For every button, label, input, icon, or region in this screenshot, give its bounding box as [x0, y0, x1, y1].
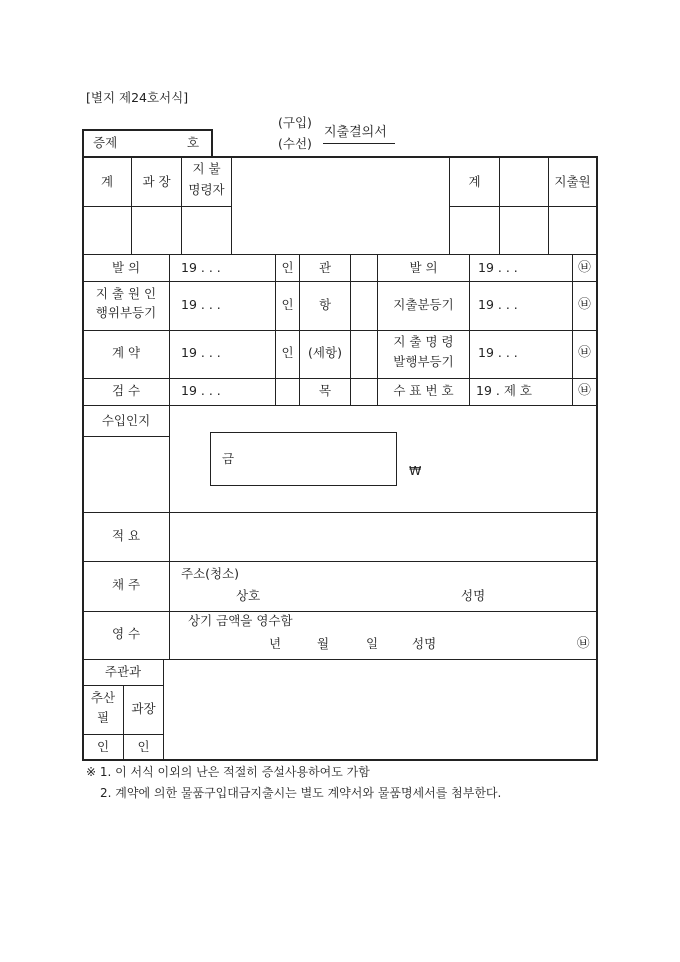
amount-box [210, 432, 397, 486]
seal-expend-cause: 인 [281, 297, 294, 312]
seal-icon: ㉥ [578, 382, 591, 397]
receipt-label: 영 수 [111, 626, 141, 641]
seal-icon: ㉥ [578, 259, 591, 274]
form-number: [별지 제24호서식] [86, 90, 189, 105]
date-contract: 19 . . . [181, 345, 221, 360]
order-register-line2: 발행부등기 [393, 354, 454, 369]
date-inspection: 19 . . . [181, 383, 221, 398]
budget-object: 목 [318, 383, 332, 398]
approval-staff: 계 [100, 174, 114, 189]
check-number-label: 수 표 번 호 [393, 383, 454, 398]
approval-chief: 과 장 [142, 174, 171, 189]
form-title: 지출결의서 [324, 125, 387, 140]
evidence-unit: 호 [187, 135, 200, 150]
amount-label: 금 [222, 451, 235, 466]
creditor-company: 상호 [236, 588, 261, 603]
creditor-address: 주소(청소) [181, 566, 240, 581]
creditor-name: 성명 [461, 588, 486, 603]
budget-section: 관 [318, 260, 332, 275]
department-chief: 과장 [131, 701, 156, 716]
check-number-value: 19 . 제 호 [476, 383, 532, 398]
row-initiation: 발 의 [111, 260, 141, 275]
summary-label: 적 요 [111, 528, 141, 543]
date-order-register: 19 . . . [478, 345, 518, 360]
note-2: 2. 계약에 의한 물품구입대금지출시는 별도 계약서와 물품명세서를 첨부한다. [100, 786, 502, 800]
receipt-month: 월 [317, 636, 330, 651]
approval-expender: 지출원 [554, 174, 591, 189]
approval-order-line2: 명령자 [188, 182, 225, 197]
contract-label: 계 약 [111, 345, 141, 360]
budget-item: 항 [318, 297, 332, 312]
option-repair: (수선) [278, 136, 312, 151]
calc-line2: 필 [96, 710, 110, 725]
department-label: 주관과 [104, 664, 142, 679]
approval-staff-right: 계 [468, 174, 481, 189]
currency-symbol: ₩ [409, 463, 422, 478]
receipt-text: 상기 금액을 영수함 [188, 613, 293, 628]
budget-subitem: (세항) [308, 345, 342, 360]
split-register: 지출분등기 [393, 297, 454, 312]
note-1: ※ 1. 이 서식 이외의 난은 적절히 증설사용하여도 가함 [86, 765, 370, 779]
seal-initiation: 인 [281, 260, 294, 275]
evidence-label: 증제 [93, 135, 118, 150]
seal-calc: 인 [96, 739, 110, 754]
creditor-label: 채 주 [111, 577, 141, 592]
seal-contract: 인 [281, 345, 294, 360]
receipt-day: 일 [366, 636, 379, 651]
receipt-name: 성명 [412, 636, 437, 651]
date-split-register: 19 . . . [478, 297, 518, 312]
seal-chief: 인 [137, 739, 150, 754]
seal-icon: ㉥ [578, 296, 591, 311]
approval-order-line1: 지 불 [192, 161, 221, 176]
seal-icon: ㉥ [577, 635, 590, 650]
expend-cause-line2: 행위부등기 [95, 305, 157, 320]
order-register-line1: 지 출 명 령 [393, 334, 454, 349]
revenue-stamp-label: 수입인지 [101, 413, 151, 428]
seal-icon: ㉥ [578, 344, 591, 359]
option-purchase: (구입) [278, 115, 312, 130]
expend-cause-line1: 지 출 원 인 [95, 286, 157, 301]
receipt-year: 년 [269, 636, 282, 651]
inspection-label: 검 수 [111, 383, 141, 398]
date-initiation-right: 19 . . . [478, 260, 518, 275]
date-initiation: 19 . . . [181, 260, 221, 275]
title-underline [323, 143, 395, 144]
row-initiation-right: 발 의 [409, 260, 438, 275]
calc-line1: 추산 [90, 690, 116, 705]
date-expend-cause: 19 . . . [181, 297, 221, 312]
